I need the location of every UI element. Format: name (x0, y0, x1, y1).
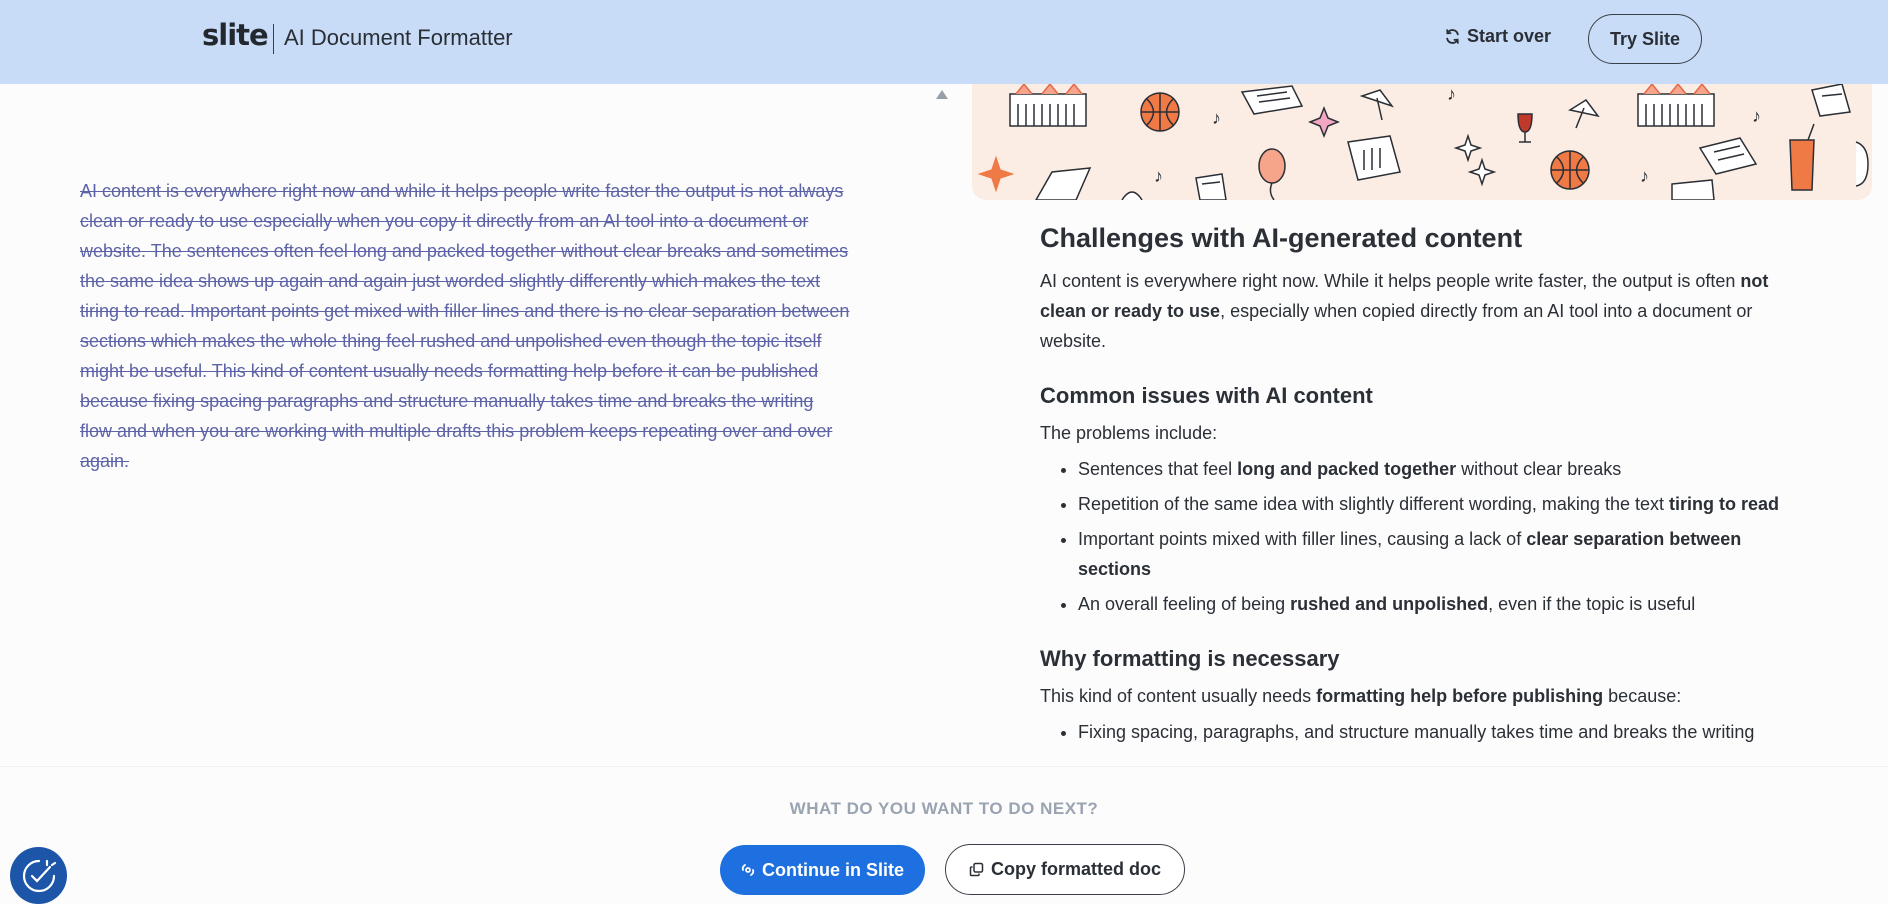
svg-text:♪: ♪ (1640, 166, 1649, 186)
source-pane[interactable] (0, 84, 960, 766)
paper-icon-2 (1348, 136, 1400, 180)
continue-in-slite-button[interactable] (720, 845, 925, 895)
why-lead: This kind of content usually needs formatting help before publishing because: (1040, 686, 1682, 706)
why-list (1040, 717, 1800, 747)
list-item: • Sentences that feel long and packed together without clear breaks (1078, 454, 1800, 484)
next-actions-prompt: WHAT DO YOU WANT TO DO NEXT? (789, 799, 1099, 818)
list-item: • Fixing spacing, paragraphs, and structure manually takes time and breaks the writing (1078, 717, 1800, 747)
continue-label: Continue in Slite (762, 859, 904, 880)
doc-heading: Challenges with AI-generated content (1040, 223, 1523, 253)
why-heading: Why formatting is necessary (1040, 646, 1340, 671)
svg-text:♪: ♪ (1447, 84, 1456, 104)
piano-icon (1010, 84, 1086, 126)
copy-icon (969, 862, 984, 877)
original-text: AI content is everywhere right now and while it helps people write faster the output is not always clean or ready to use especially when you copy it directly from an AI tool into a document or website. The sentences often feel long and packed together without clear breaks and sometimes the same idea shows up again and again just worded slightly differently which makes the text tiring to read. Important points get mixed with filler lines and there is no clear separation between sections which makes the whole thing feel rushed and unpolished even though the topic itself might be useful. This kind of content usually needs formatting help before it can be published because fixing spacing paragraphs and structure manually takes time and breaks the writing flow and when you are working with multiple drafts this problem keeps repeating over and over again. (80, 181, 850, 471)
copy-formatted-doc-button[interactable] (945, 844, 1185, 895)
svg-text:♪: ♪ (1752, 106, 1761, 126)
issues-heading: Common issues with AI content (1040, 383, 1373, 408)
list-item: • An overall feeling of being rushed and unpolished, even if the topic is useful (1078, 589, 1800, 619)
badge-check-icon (19, 856, 59, 896)
piano-icon-2 (1638, 84, 1714, 126)
start-over-button[interactable] (1444, 26, 1551, 47)
doodle-banner (972, 84, 1872, 200)
slite-logo[interactable]: slite (202, 18, 268, 52)
next-actions-bar (0, 766, 1888, 898)
svg-text:♪: ♪ (1154, 166, 1163, 186)
doc-intro: AI content is everywhere right now. While it helps people write faster, the output is often not clean or ready to use, especially when copied directly from an AI tool into a document or website. (1040, 271, 1769, 351)
sparkle-icon (1310, 108, 1338, 136)
paper-icon (1242, 86, 1302, 114)
try-slite-button[interactable]: Try Slite (1588, 14, 1702, 64)
slite-sparkle-icon (741, 863, 755, 877)
balloon-icon (1259, 149, 1285, 200)
issues-list (1040, 454, 1800, 619)
refresh-icon (1444, 28, 1461, 45)
list-item: • Repetition of the same idea with slightly different wording, making the text tiring to read (1078, 489, 1800, 519)
app-title: AI Document Formatter (284, 25, 513, 50)
svg-text:♪: ♪ (1212, 108, 1221, 128)
copy-label: Copy formatted doc (990, 859, 1161, 879)
doodle-illustration (972, 84, 1872, 200)
issues-lead: The problems include: (1040, 423, 1218, 443)
umbrella-icon (1362, 90, 1392, 120)
basketball-icon (1141, 93, 1179, 131)
help-widget-button[interactable] (10, 847, 67, 904)
top-bar (0, 0, 1888, 84)
wine-glass-icon (1518, 114, 1532, 142)
list-item: • Important points mixed with filler lines, causing a lack of clear separation between sections (1078, 524, 1800, 584)
start-over-label: Start over (1467, 26, 1552, 46)
formatted-document[interactable] (1040, 218, 1800, 766)
scroll-up-arrow[interactable] (936, 90, 948, 99)
juice-glass-icon (1790, 124, 1814, 190)
logo-divider (273, 24, 274, 54)
